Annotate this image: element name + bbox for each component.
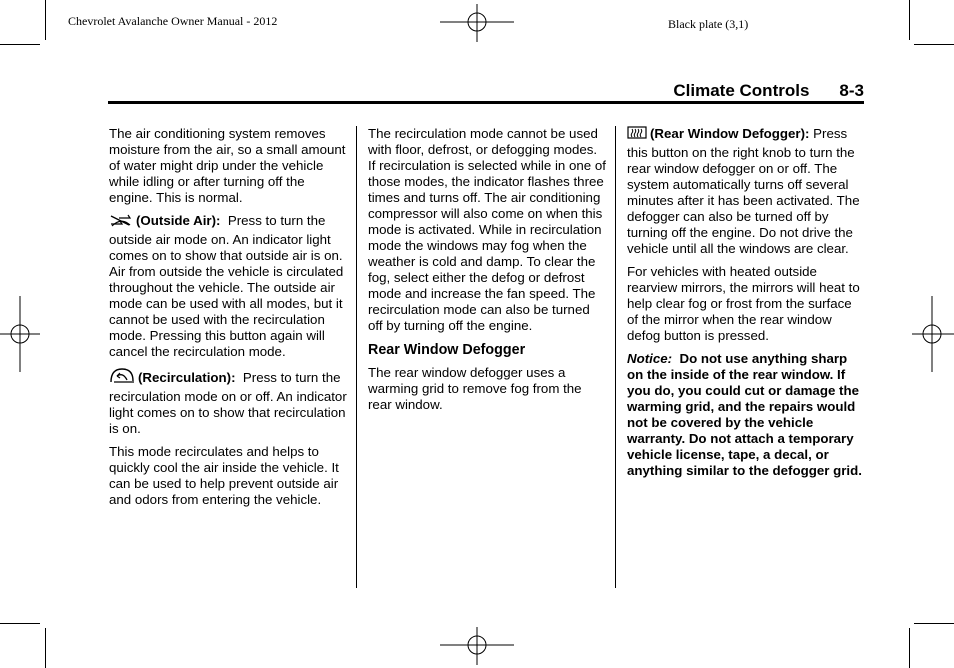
crop-mark	[0, 623, 40, 624]
plate-slug: Black plate (3,1)	[668, 17, 749, 31]
section-heading-rear-defogger: Rear Window Defogger	[368, 342, 526, 358]
paragraph-outside-air	[109, 213, 347, 360]
outside-air-text: Press to turn the outside air mode on. An indicator light comes on to show that outside air is on. Air from outside the vehicle is circulated throughout the vehicle. The outside air mode can be used with all modes, but it cannot be used with the recirculation mode. Pressing this button again will cancel the recirculation mode.	[109, 213, 344, 359]
crop-mark	[909, 628, 910, 668]
registration-mark-top	[440, 4, 514, 42]
recirculation-label: (Recirculation):	[138, 370, 236, 385]
paragraph-rear-defogger	[627, 126, 865, 257]
crop-mark	[0, 44, 40, 45]
registration-mark-right	[912, 296, 954, 372]
rear-defogger-label: (Rear Window Defogger):	[650, 126, 810, 141]
crop-mark	[45, 0, 46, 40]
rear-defogger-text: Press this button on the right knob to turn the rear window defogger on or off. The system automatically turns off several minutes after it has been activated. The defogger can also be turned off by turning off the engine. Do not drive the vehicle until all the windows are clear.	[627, 126, 860, 256]
recirculation-text: Press to turn the recirculation mode on or off. An indicator light comes on to show that recirculation is on.	[109, 370, 347, 436]
column-divider	[615, 126, 616, 588]
notice-paragraph	[627, 351, 865, 479]
page-number: 8-3	[839, 81, 864, 100]
paragraph-recirculation	[109, 367, 347, 437]
paragraph-ac-moisture: The air conditioning system removes moisture from the air, so a small amount of water might drip under the vehicle while idling or after turning off the engine. This is normal.	[109, 126, 346, 205]
notice-text: Do not use anything sharp on the inside of the rear window. If you do, you could cut or damage the warming grid, and the repairs would not be covered by the vehicle warranty. Do not attach a temporary vehicle license, tape, a decal, or anything similar to the defogger grid.	[627, 351, 862, 478]
outside-air-icon	[109, 213, 133, 232]
registration-mark-left	[0, 296, 40, 372]
manual-slug: Chevrolet Avalanche Owner Manual - 2012	[68, 14, 278, 28]
crop-mark	[909, 0, 910, 40]
paragraph-defogger-intro: The rear window defogger uses a warming grid to remove fog from the rear window.	[368, 365, 582, 412]
section-title: Climate Controls	[673, 81, 810, 100]
column-1	[109, 126, 347, 515]
rear-defogger-icon	[627, 126, 647, 145]
crop-mark	[914, 44, 954, 45]
column-3	[627, 126, 865, 486]
paragraph-heated-mirrors: For vehicles with heated outside rearview mirrors, the mirrors will heat to help clear fog or frost from the surface of the mirror when the rear window defog button is pressed.	[627, 264, 860, 343]
header-rule	[108, 101, 864, 104]
registration-mark-bottom	[440, 627, 514, 665]
crop-mark	[45, 628, 46, 668]
paragraph-recirc-benefit: This mode recirculates and helps to quickly cool the air inside the vehicle. It can be used to help prevent outside air and odors from entering the vehicle.	[109, 444, 339, 507]
crop-mark	[914, 623, 954, 624]
header-title	[673, 81, 864, 101]
column-divider	[356, 126, 357, 588]
outside-air-label: (Outside Air):	[136, 213, 221, 228]
recirculation-icon	[109, 367, 135, 389]
paragraph-recirc-limits: The recirculation mode cannot be used with floor, defrost, or defogging modes. If recirculation is selected while in one of those modes, the indicator flashes three times and turns off. The air conditioning compressor will also come on when this mode is activated. While in recirculation mode the windows may fog when the weather is cold and damp. To clear the fog, select either the defog or defrost mode and increase the fan speed. The recirculation mode can also be turned off by turning off the engine.	[368, 126, 606, 333]
notice-label: Notice:	[627, 351, 673, 366]
column-2	[368, 126, 606, 420]
